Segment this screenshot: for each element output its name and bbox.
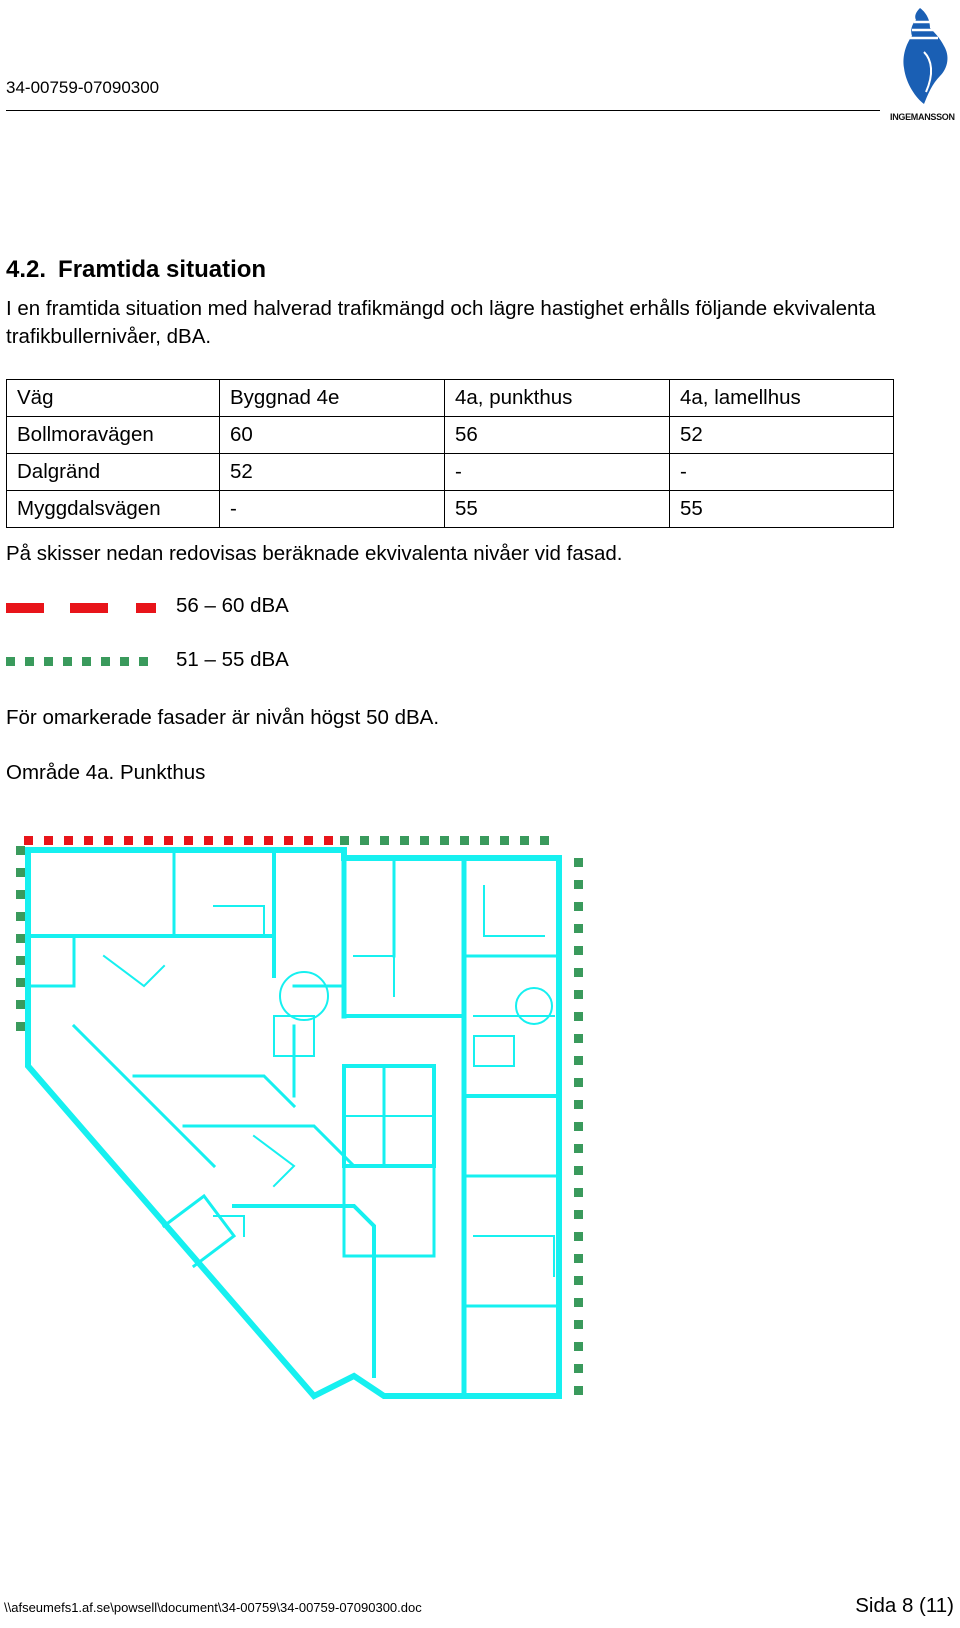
section-number: 4.2. (6, 256, 47, 283)
header-rule (6, 110, 880, 111)
sketch-note: På skisser nedan redovisas beräknade ekvivalenta nivåer vid fasad. (6, 542, 623, 565)
legend-green-dash-icon (6, 657, 158, 667)
table-cell: Myggdalsvägen (7, 491, 220, 528)
document-id: 34-00759-07090300 (6, 78, 160, 97)
table-cell: 60 (220, 417, 445, 454)
table-cell: - (445, 454, 670, 491)
shell-logo-icon (890, 4, 954, 112)
section-title-text: Framtida situation (58, 256, 267, 283)
table-cell: Dalgränd (7, 454, 220, 491)
area-title: Område 4a. Punkthus (6, 761, 206, 784)
legend-label-medium: 51 – 55 dBA (176, 648, 289, 671)
floor-plan-sketch (14, 836, 614, 1436)
company-logo (890, 4, 954, 124)
page-number: Sida 8 (11) (855, 1594, 954, 1617)
table-cell: - (670, 454, 894, 491)
table-cell: 55 (445, 491, 670, 528)
footer-file-path: \\afseumefs1.af.se\powsell\document\34-00759\34-00759-07090300.doc (4, 1600, 422, 1615)
noise-level-table (6, 379, 894, 528)
table-header-row (7, 380, 894, 417)
table-header-cell: Byggnad 4e (220, 380, 445, 417)
table-row (7, 491, 894, 528)
unmarked-facade-note: För omarkerade fasader är nivån högst 50 dBA. (6, 706, 440, 729)
intro-paragraph: I en framtida situation med halverad trafikmängd och lägre hastighet erhålls följande ekvivalenta trafikbullernivåer, dBA. (6, 297, 876, 348)
table-header-cell: 4a, lamellhus (670, 380, 894, 417)
table-header-cell: Väg (7, 380, 220, 417)
table-cell: Bollmoravägen (7, 417, 220, 454)
table-row (7, 454, 894, 491)
table-cell: 52 (670, 417, 894, 454)
section-title (6, 256, 266, 284)
table-cell: - (220, 491, 445, 528)
legend-label-high: 56 – 60 dBA (176, 594, 289, 617)
legend-red-dash-icon (6, 603, 158, 613)
table-row (7, 417, 894, 454)
table-cell: 52 (220, 454, 445, 491)
table-cell: 56 (445, 417, 670, 454)
table-cell: 55 (670, 491, 894, 528)
table-header-cell: 4a, punkthus (445, 380, 670, 417)
logo-text: INGEMANSSON (890, 112, 955, 122)
